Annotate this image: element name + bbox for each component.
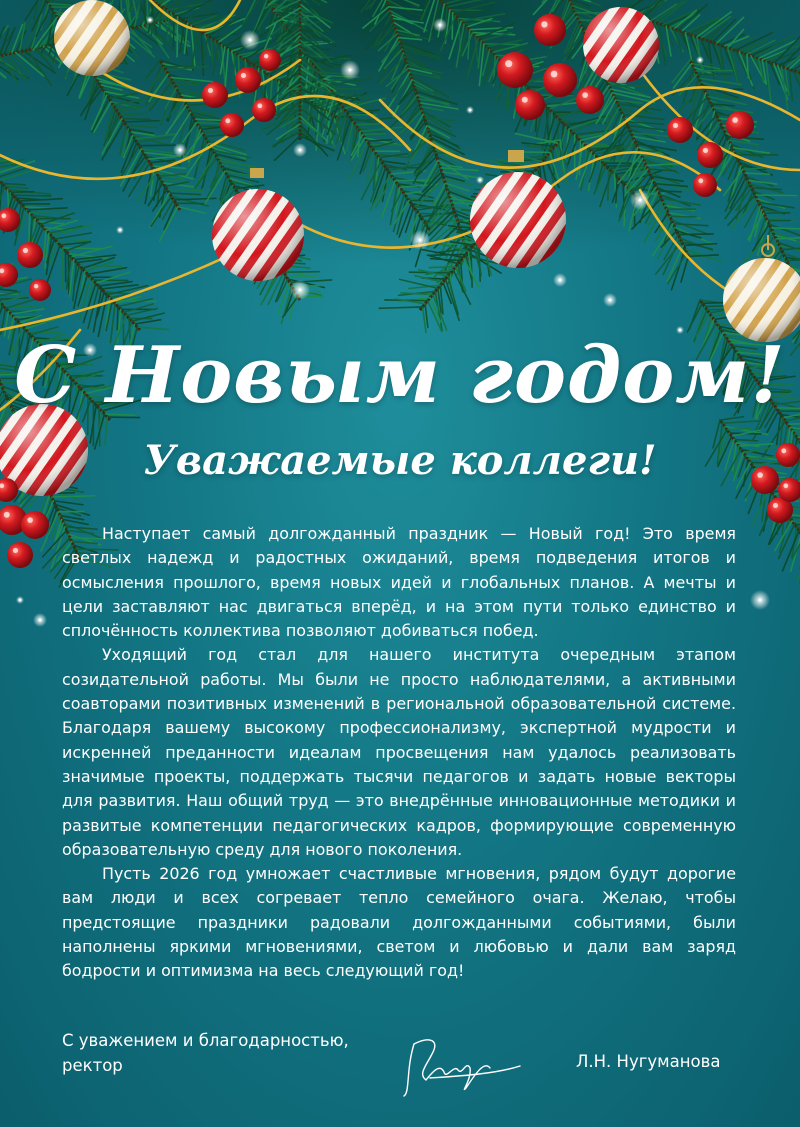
pine-needle [678, 234, 713, 235]
pine-needle [29, 213, 30, 245]
pine-needle [63, 248, 104, 249]
pine-needle [286, 276, 316, 277]
letter-body [62, 522, 736, 984]
sparkle-core [419, 239, 422, 242]
pine-needle [53, 501, 83, 505]
pine-needle [501, 171, 535, 172]
pine-needle [697, 74, 731, 75]
pine-needle [167, 190, 203, 191]
pine-needle [197, 123, 224, 124]
berry-highlight [34, 284, 38, 288]
sparkle-core [39, 619, 42, 622]
sparkle-core [609, 299, 612, 302]
sparkle-core [299, 149, 302, 152]
pine-needle [452, 13, 453, 39]
pine-needle [211, 38, 212, 60]
berry-highlight [225, 118, 230, 123]
berry-highlight [1, 213, 6, 218]
red-berry [7, 542, 33, 568]
red-berry [17, 242, 43, 268]
pine-needle [30, 213, 69, 214]
berry-highlight [732, 117, 738, 123]
pine-needle [139, 145, 175, 146]
berry-highlight [27, 517, 33, 523]
berry-highlight [264, 54, 268, 58]
closing-regards: С уважением и благодарностью, [62, 1031, 349, 1050]
pine-needle [13, 195, 51, 196]
pine-needle [764, 213, 790, 214]
berry-highlight [257, 103, 262, 108]
pine-needle [52, 496, 95, 497]
red-berry [497, 52, 533, 88]
berry-highlight [23, 248, 28, 253]
pine-needle [284, 272, 319, 273]
red-berry [515, 90, 545, 120]
sparkle-core [349, 69, 352, 72]
sparkle-core [439, 24, 442, 27]
striped-ornament [583, 7, 659, 83]
pine-needle [722, 421, 761, 423]
red-berry [202, 82, 228, 108]
pine-needle [164, 66, 194, 67]
pine-needle [362, 134, 385, 135]
red-berry [543, 63, 577, 97]
pine-needle [639, 151, 662, 152]
red-berry [576, 86, 604, 114]
berry-highlight [582, 92, 588, 98]
pine-needle [122, 119, 150, 120]
sparkle-core [559, 279, 562, 282]
berry-highlight [208, 88, 213, 93]
sparkle-core [639, 199, 642, 202]
sparkle-core [299, 289, 302, 292]
pine-needle [755, 195, 797, 196]
pine-needle [727, 428, 751, 430]
berry-highlight [522, 97, 528, 103]
sparkle-core [249, 39, 252, 42]
letter-paragraph: Уходящий год стал для нашего института очередным этапом созидательной работы. Мы были не просто наблюдателями, а активными соавторами позитивных изменений в региональной образовательной системе. Благодаря вашему высокому профессионализму, экспертной мудрости и искренней преданности идеалам просвещения нам удалось реализовать значимые проекты, поддержать тысячи педагогов и задать новые векторы для развития. Наш общий труд — это внедрённые инновационные методики и развитые компетенции педагогических кадров, формирующие современную образовательную среду для нового поколения. [62, 645, 736, 859]
letter-paragraph: Пусть 2026 год умножает счастливые мгновения, рядом будут дорогие вам люди и всех согревает тепло семейного очага. Желаю, чтобы предстоящие праздники радовали долгожданными событиями, были наполнены яркими мгновениями, светом и любовью и дали вам заряд бодрости и оптимизма на весь следующий год! [62, 864, 736, 981]
berry-highlight [698, 178, 703, 183]
sparkle-core [149, 19, 152, 22]
berry-highlight [505, 60, 512, 67]
pine-needle [172, 81, 197, 82]
red-berry [259, 49, 281, 71]
letter-paragraph: Наступает самый долгожданный праздник — Новый год! Это время светлых надежд и радостных ожиданий, время подведения итогов и осмысления прошлого, время новых идей и глобальных планов. А мечты и цели заставляют нас двигаться вперёд, и на этом пути только единство и сплочённость коллектива позволяют добиваться побед. [62, 524, 736, 641]
berry-highlight [783, 483, 788, 488]
red-berry [697, 142, 723, 168]
signer-name: Л.Н. Нугуманова [576, 1052, 721, 1071]
sparkle-core [759, 599, 762, 602]
red-berry [667, 117, 693, 143]
pine-needle [658, 191, 681, 192]
berry-highlight [13, 548, 18, 553]
sparkle-core [469, 109, 472, 112]
red-berry [252, 98, 276, 122]
closing-position: ректор [62, 1056, 123, 1075]
handwritten-signature [400, 1030, 525, 1100]
closing-block [62, 1028, 349, 1078]
pine-needle [744, 173, 769, 174]
sparkle-core [699, 59, 702, 62]
pine-needle [112, 301, 156, 302]
pine-needle [429, 267, 455, 268]
sparkle-core [479, 179, 482, 182]
pine-needle [117, 307, 118, 330]
pine-needle [771, 228, 800, 229]
sparkle-core [19, 599, 22, 602]
red-berry [220, 113, 244, 137]
berry-highlight [551, 71, 558, 78]
sparkle-core [179, 149, 182, 152]
red-berry [29, 279, 51, 301]
berry-highlight [703, 148, 708, 153]
greeting-subtitle: Уважаемые коллеги! [143, 437, 657, 484]
red-berry [534, 14, 566, 46]
pine-needle [609, 85, 651, 86]
pine-needle [788, 423, 800, 424]
red-berry [21, 511, 49, 539]
berry-highlight [541, 21, 547, 27]
berry-highlight [673, 123, 678, 128]
berry-highlight [4, 512, 10, 518]
pine-needle [670, 216, 696, 217]
greeting-title: С Новым годом! [14, 330, 786, 421]
berry-highlight [241, 73, 246, 78]
red-berry [726, 111, 754, 139]
berry-highlight [773, 503, 778, 508]
red-berry [235, 67, 261, 93]
red-berry [693, 173, 717, 197]
striped-ornament [54, 0, 130, 76]
sparkle-core [119, 229, 122, 232]
